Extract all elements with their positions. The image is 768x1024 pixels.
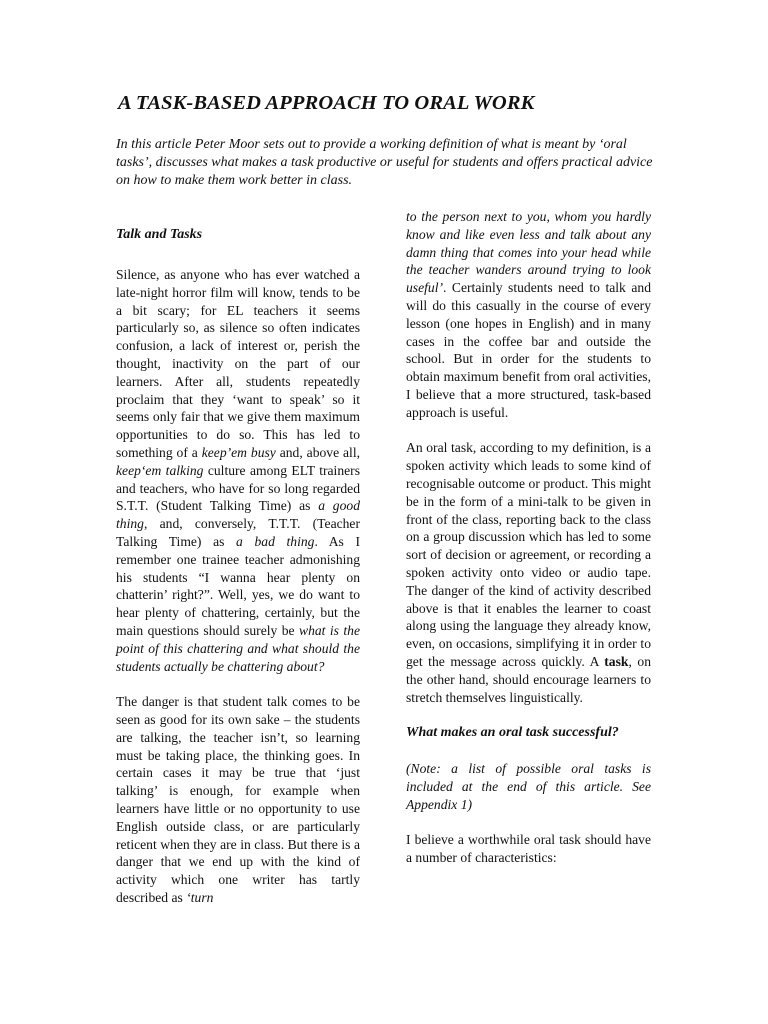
text-run: culture among ELT trainers and teachers, who have for so long regarded S.T.T. (Student Talking Time) as (116, 462, 360, 514)
text-run: . As I remember one trainee teacher admonishing his students “I wanna hear plenty on chatterin’ right?”. Well, yes, we do want to hear plenty of chattering, certainly, but the main questions should surely be (116, 533, 360, 638)
italic-phrase: ‘turn (186, 889, 214, 905)
bold-term-task: task (604, 653, 629, 669)
paragraph-danger (116, 693, 360, 907)
article-intro: In this article Peter Moor sets out to provide a working definition of what is meant by ‘oral tasks’, discusses what makes a task productive or useful for students and offers practical advice on how to make them work better in class. (116, 137, 653, 188)
text-run: and, above all, (275, 444, 361, 460)
text-run: , and, conversely, T.T.T. (Teacher Talking Time) as (116, 516, 360, 549)
section-heading-successful-task: What makes an oral task successful? (406, 725, 619, 741)
text-run: The danger is that student talk comes to be seen as good for its own sake – the students are talking, the teacher isn’t, so learning must be taking place, the thinking goes. In certain cases it may be true that ‘just talking’ is enough, for example when learners have little or no opportunity to use English outside class, or are particularly reticent when they are in class. But there is a danger that we end up with the kind of activity which one writer has tartly described as (116, 694, 360, 905)
italic-phrase: what is the point of this chattering and what should the students actually be chattering about? (116, 622, 360, 674)
note-appendix: (Note: a list of possible oral tasks is included at the end of this article. See Appendix 1) (406, 761, 651, 812)
italic-phrase: keep’em busy (201, 444, 276, 460)
article-title: A TASK-BASED APPROACH TO ORAL WORK (118, 92, 535, 114)
text-run: , on the other hand, should encourage learners to stretch themselves linguistically. (406, 653, 652, 705)
paragraph-characteristics: I believe a worthwhile oral task should have a number of characteristics: (406, 832, 651, 866)
right-column (406, 208, 651, 885)
left-column (116, 226, 360, 924)
italic-phrase: keep‘em talking (116, 462, 204, 478)
text-run: Silence, as anyone who has ever watched a late-night horror film will know, tends to be a bit scary; for EL teachers it seems particularly so, as silence so often indicates confusion, a lack of interest or, perish the thought, inactivity on the part of our learners. After all, students repeatedly proclaim that they ‘want to speak’ so it seems only fair that we give them maximum opportunities to do so. This has led to something of a (116, 267, 360, 460)
paragraph-quote-continuation (406, 208, 651, 422)
section-heading-talk-and-tasks: Talk and Tasks (116, 227, 203, 242)
italic-phrase: a bad thing (236, 533, 315, 549)
text-run: . Certainly students need to talk and will do this casually in the course of every lesson (one hopes in English) and in many cases in the coffee bar and outside the school. But in order for the students to obtain maximum benefit from oral activities, I believe that a more structured, task-based approach is useful. (406, 280, 651, 420)
paragraph-oral-task-definition (406, 439, 651, 706)
italic-phrase: a good thing (116, 498, 360, 532)
paragraph-silence (116, 266, 360, 675)
italic-quote: to the person next to you, whom you hardly know and like even less and talk about any damn thing that comes into your head while the teacher wanders around trying to look useful’ (406, 209, 651, 296)
text-run: An oral task, according to my definition, is a spoken activity which leads to some kind of recognisable outcome or product. This might be in the form of a mini-talk to be given in front of the class, reporting back to the class on a group discussion which has led to some sort of decision or agreement, or recording a spoken activity onto video or audio tape. The danger of the kind of activity described above is that it enables the learner to coast along using the language they already know, even, on occasions, simplifying it in order to get the message across quickly. A (406, 440, 651, 669)
